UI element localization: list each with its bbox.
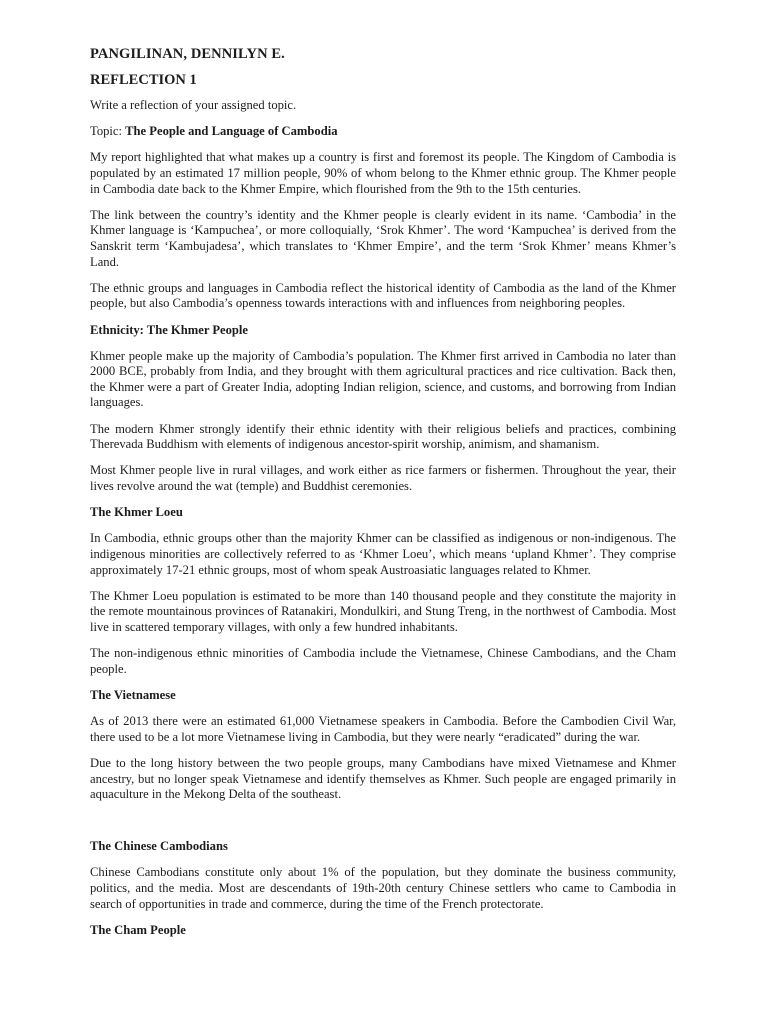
paragraph: Due to the long history between the two people groups, many Cambodians have mixed Vietnamese and Khmer ancestry, but no longer speak Vietnamese and identify themselves as Khmer. Such people are engaged primarily in aquaculture in the Mekong Delta of the southeast. <box>90 755 676 802</box>
paragraph: The non-indigenous ethnic minorities of Cambodia include the Vietnamese, Chinese Cambodians, and the Cham people. <box>90 646 676 676</box>
paragraph: The link between the country’s identity and the Khmer people is clearly evident in its name. ‘Cambodia’ in the Khmer language is ‘Kampuchea’, or more colloquially, ‘Srok Khmer’. The word ‘Kampuchea’ is derived from the Sanskrit term ‘Kambujadesa’, which translates to ‘Khmer Empire’, and the term ‘Srok Khmer’ means Khmer’s Land. <box>90 207 676 269</box>
paragraph: Most Khmer people live in rural villages, and work either as rice farmers or fishermen. Throughout the year, their lives revolve around the wat (temple) and Buddhist ceremonies. <box>90 463 676 494</box>
topic-label: Topic: <box>90 124 126 139</box>
section-heading: The Cham People <box>90 922 186 937</box>
section-heading: Ethnicity: The Khmer People <box>90 322 248 337</box>
paragraph: As of 2013 there were an estimated 61,000 Vietnamese speakers in Cambodia. Before the Cambodien Civil War, there used to be a lot more Vietnamese living in Cambodia, but they were nearly “eradicated” during the war. <box>90 714 676 744</box>
paragraph: Chinese Cambodians constitute only about 1% of the population, but they dominate the business community, politics, and the media. Most are descendants of 19th-20th century Chinese settlers who came to Cambodia in search of opportunities in trade and commerce, during the time of the French protectorate. <box>90 865 676 911</box>
paragraph: The modern Khmer strongly identify their ethnic identity with their religious beliefs and practices, combining Therevada Buddhism with elements of indigenous ancestor-spirit worship, animism, and shamanism. <box>90 421 676 452</box>
paragraph: My report highlighted that what makes up a country is first and foremost its people. The Kingdom of Cambodia is populated by an estimated 17 million people, 90% of whom belong to the Khmer ethnic group. The Khmer people in Cambodia date back to the Khmer Empire, which flourished from the 9th to the 15th centuries. <box>90 150 676 196</box>
document-title: REFLECTION 1 <box>90 72 197 88</box>
author-name: PANGILINAN, DENNILYN E. <box>90 46 285 62</box>
section-heading: The Vietnamese <box>90 687 176 702</box>
instruction-text: Write a reflection of your assigned topic. <box>90 98 297 112</box>
paragraph: In Cambodia, ethnic groups other than the majority Khmer can be classified as indigenous or non-indigenous. The indigenous minorities are collectively referred to as ‘Khmer Loeu’, which means ‘upland Khmer’. They comprise approximately 17-21 ethnic groups, most of whom speak Austroasiatic languages related to Khmer. <box>90 531 676 577</box>
paragraph: The ethnic groups and languages in Cambodia reflect the historical identity of Cambodia as the land of the Khmer people, but also Cambodia’s openness towards interactions with and influences from neighboring peoples. <box>90 280 676 311</box>
document-body <box>90 98 676 949</box>
section-heading: The Chinese Cambodians <box>90 839 228 854</box>
topic-line <box>90 124 676 140</box>
spacer <box>90 813 676 839</box>
section-heading: The Khmer Loeu <box>90 505 183 520</box>
topic-title: The People and Language of Cambodia <box>125 124 338 139</box>
paragraph: The Khmer Loeu population is estimated to be more than 140 thousand people and they constitute the majority in the remote mountainous provinces of Ratanakiri, Mondulkiri, and Stung Treng, in the northwest of Cambodia. Most live in scattered temporary villages, with only a few hundred inhabitants. <box>90 588 676 634</box>
paragraph: Khmer people make up the majority of Cambodia’s population. The Khmer first arrived in Cambodia no later than 2000 BCE, probably from India, and they brought with them agricultural practices and rice cultivation. Back then, the Khmer were a part of Greater India, adopting Indian religion, science, and customs, and borrowing from Indian languages. <box>90 348 676 410</box>
